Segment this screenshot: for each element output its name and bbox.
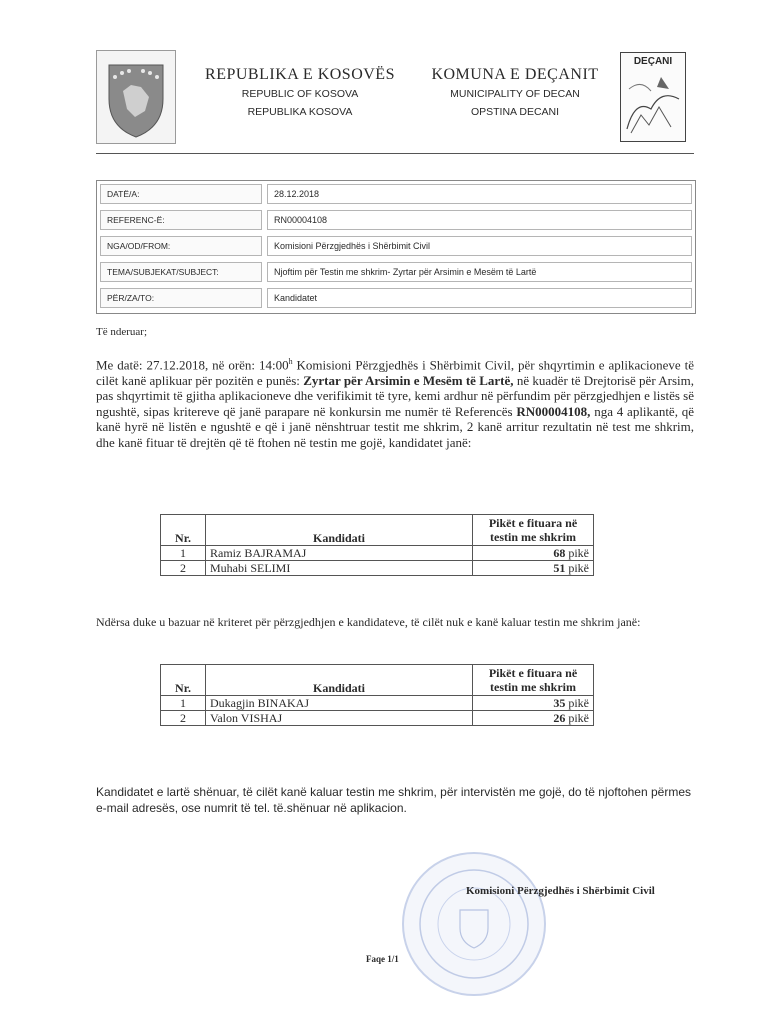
meta-row-date xyxy=(97,182,695,206)
header-nr: Nr. xyxy=(161,665,206,696)
official-stamp xyxy=(402,852,546,996)
meta-row-subject xyxy=(97,260,695,284)
meta-label: REFERENC-Ë: xyxy=(100,210,262,230)
meta-row-from xyxy=(97,234,695,258)
failed-candidates-table xyxy=(160,664,594,726)
document-meta-table xyxy=(96,180,696,314)
meta-value: Njoftim për Testin me shkrim- Zyrtar për Arsimin e Mesëm të Lartë xyxy=(267,262,692,282)
position-name: Zyrtar për Arsimin e Mesëm të Lartë, xyxy=(303,372,514,388)
republic-title-en: REPUBLIC OF KOSOVA xyxy=(241,88,359,100)
table-row: 1 Dukagjin BINAKAJ 35 pikë xyxy=(161,696,594,711)
republic-title-sr: REPUBLIKA KOSOVA xyxy=(247,106,353,118)
passed-candidates-table xyxy=(160,514,594,576)
header-divider xyxy=(96,153,694,154)
table-header-row xyxy=(161,665,594,696)
signature-committee: Komisioni Përzgjedhës i Shërbimit Civil xyxy=(466,885,655,897)
meta-label: NGA/OD/FROM: xyxy=(100,236,262,256)
municipality-title: KOMUNA E DEÇANIT xyxy=(431,66,599,83)
failed-intro: Ndërsa duke u bazuar në kriteret për përzgjedhjen e kandidateve, të cilët nuk e kanë kaluar testin me shkrim janë: xyxy=(96,615,641,629)
header-points: Pikët e fituara në testin me shkrim xyxy=(473,665,594,696)
header-candidate: Kandidati xyxy=(206,665,473,696)
meta-label: TEMA/SUBJEKAT/SUBJECT: xyxy=(100,262,262,282)
greeting: Të nderuar; xyxy=(96,326,147,338)
meta-value: RN00004108 xyxy=(267,210,692,230)
republic-title: REPUBLIKA E KOSOVËS xyxy=(205,66,395,83)
decani-logo xyxy=(620,52,686,142)
reference-number: RN00004108, xyxy=(516,403,591,419)
meta-label: DATË/A: xyxy=(100,184,262,204)
meta-value: Komisioni Përzgjedhës i Shërbimit Civil xyxy=(267,236,692,256)
meta-value: 28.12.2018 xyxy=(267,184,692,204)
meta-label: PËR/ZA/TO: xyxy=(100,288,262,308)
meta-row-to xyxy=(97,286,695,310)
header-points: Pikët e fituara në testin me shkrim xyxy=(473,515,594,546)
kosovo-emblem xyxy=(96,50,176,144)
header-nr: Nr. xyxy=(161,515,206,546)
logo-label: DEÇANI xyxy=(633,56,673,67)
header-candidate: Kandidati xyxy=(206,515,473,546)
intro-paragraph: Me datë: 27.12.2018, në orën: 14:00$^h$ Komisioni Përzgjedhës i Shërbimit Civil, për shqyrtimin e aplikacioneve të cilët kanë aplikuar për pozitën e punës: Zyrtar për Arsimin e Mesëm të Lartë, në kuadër të Drejtorisë për Arsim, pas shqyrtimit të gjitha aplikacioneve dhe verifikimit të tyre, kemi ardhur në përfundim për përzgjedhjen e listës së ngushtë, sipas kritereve që janë parapare në konkursin me numër të Referencës RN00004108, nga 4 aplikantë, që kanë hyrë në listën e ngushtë e që i janë nënshtruar testit me shkrim, 2 kanë arritur rezultatin në test me shkrim, dhe kanë fituar të drejtën që të ftohen në testin me gojë, kandidatet janë: xyxy=(96,357,695,450)
meta-value: Kandidatet xyxy=(267,288,692,308)
page-number: Faqe 1/1 xyxy=(366,954,399,964)
table-row: 2 Valon VISHAJ 26 pikë xyxy=(161,711,594,726)
meta-row-reference xyxy=(97,208,695,232)
closing-paragraph: Kandidatet e lartë shënuar, të cilët kanë kaluar testin me shkrim, për intervistën me gojë, do të njoftohen përmes e-mail adresës, ose numrit të tel. të.shënuar në aplikacion. xyxy=(96,785,691,815)
table-row: 2 Muhabi SELIMI 51 pikë xyxy=(161,561,594,576)
table-header-row xyxy=(161,515,594,546)
municipality-title-en: MUNICIPALITY OF DECAN xyxy=(450,88,580,100)
municipality-title-sr: OPSTINA DECANI xyxy=(470,106,560,118)
table-row: 1 Ramiz BAJRAMAJ 68 pikë xyxy=(161,546,594,561)
